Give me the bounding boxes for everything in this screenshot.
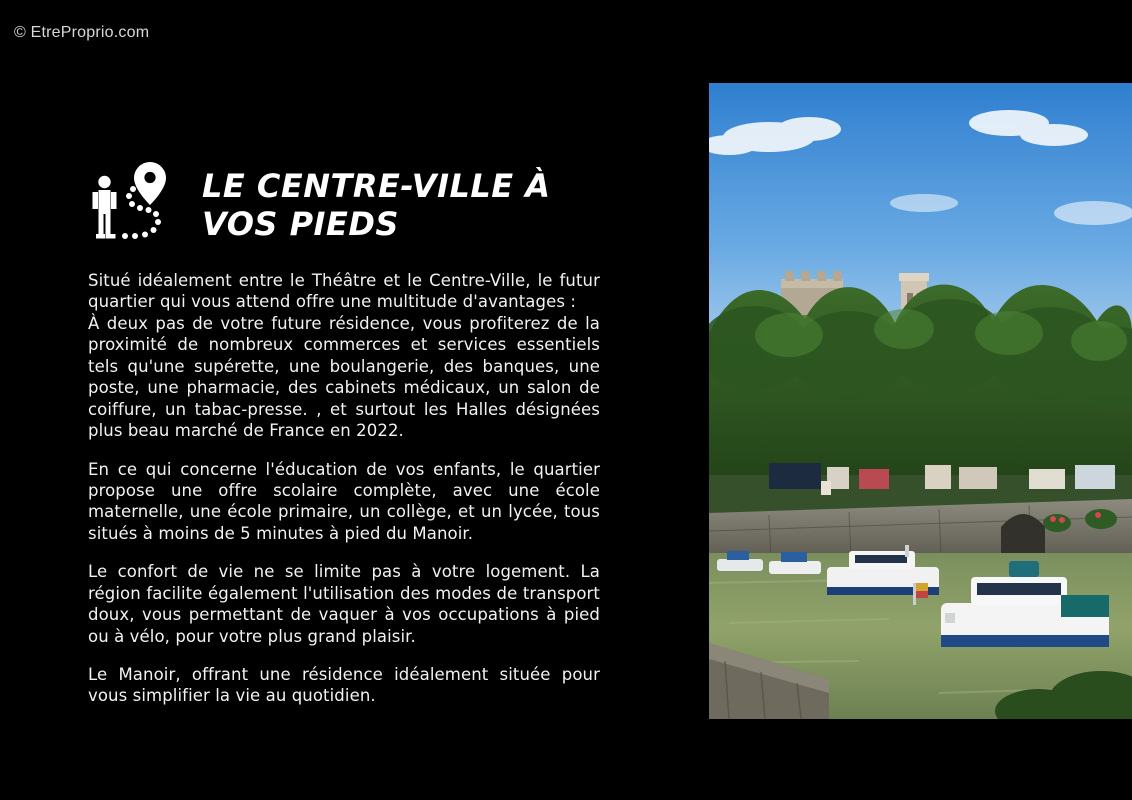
paragraph-4: Le confort de vie ne se limite pas à votre logement. La région facilite également l'utilisation des modes de transport doux, vous permettant de vaquer à vos occupations à pied ou à vélo, pour votre plus grand plaisir. xyxy=(88,562,600,646)
paragraph-5: Le Manoir, offrant une résidence idéalement située pour vous simplifier la vie au quotidien. xyxy=(88,665,600,706)
paragraph-3: En ce qui concerne l'éducation de vos enfants, le quartier propose une offre scolaire complète, avec une école maternelle, une école primaire, un collège, et un lycée, tous situés à moins de 5 minutes à pied du Manoir. xyxy=(88,459,600,543)
content-column xyxy=(88,150,600,707)
paragraph-1: Situé idéalement entre le Théâtre et le Centre-Ville, le futur quartier qui vous attend offre une multitude d'avantages : xyxy=(88,271,600,312)
page-title-line-1: LE CENTRE-VILLE À xyxy=(202,167,551,205)
paragraph-2: À deux pas de votre future résidence, vous profiterez de la proximité de nombreux commerces et services essentiels tels qu'une supérette, une boulangerie, des banques, une poste, une pharmacie, des cabinets médicaux, un salon de coiffure, un tabac-presse. , et surtout les Halles désignées plus beau marché de France en 2022. xyxy=(88,313,600,441)
heading-row xyxy=(88,150,600,252)
watermark: © EtreProprio.com xyxy=(14,24,150,41)
body-text xyxy=(88,270,600,707)
page-title xyxy=(202,168,551,244)
canal-boats-photo xyxy=(709,83,1132,719)
page-title-line-2: VOS PIEDS xyxy=(202,204,399,243)
pedestrian-location-pin-icon xyxy=(88,156,184,252)
